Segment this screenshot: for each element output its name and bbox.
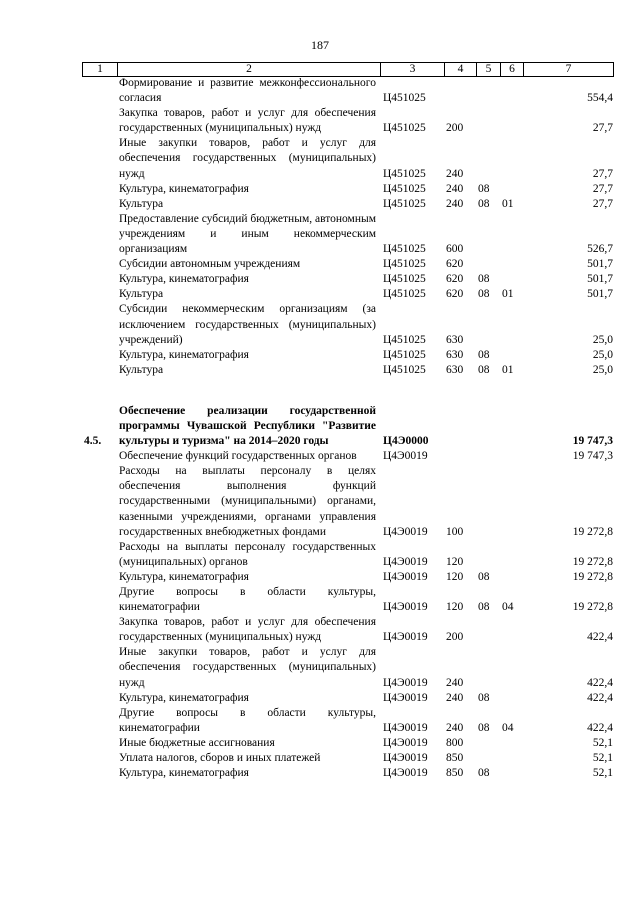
row-amount: 501,7 — [587, 288, 613, 301]
row-description: Другие вопросы в области культуры, кинематографии — [119, 586, 376, 614]
row-amount: 27,7 — [592, 122, 613, 135]
row-expense-type: 240 — [446, 691, 464, 704]
row-description: Обеспечение реализации государственной программы Чувашской Республики "Развитие культуры и туризма" на 2014–2020 годы — [119, 404, 376, 448]
row-target-code: Ц451025 — [383, 182, 426, 195]
row-target-code: Ц4Э0019 — [383, 767, 428, 780]
table-row — [82, 585, 613, 615]
page-number: 187 — [311, 38, 329, 52]
row-description: Культура, кинематография — [119, 691, 249, 704]
row-description: Культура, кинематография — [119, 570, 249, 583]
table-row — [82, 287, 613, 302]
row-subsection: 01 — [502, 363, 514, 376]
row-target-code: Ц451025 — [383, 348, 426, 361]
row-number: 4.5. — [84, 435, 102, 448]
row-section: 08 — [478, 601, 490, 614]
row-section: 08 — [478, 721, 490, 734]
table-row — [82, 766, 613, 781]
column-header-row — [82, 62, 614, 77]
row-description: Иные бюджетные ассигнования — [119, 736, 275, 749]
table-row — [82, 645, 613, 690]
row-section: 08 — [478, 348, 490, 361]
row-amount: 19 747,3 — [572, 450, 613, 463]
table-row — [82, 751, 613, 766]
row-subsection: 01 — [502, 197, 514, 210]
row-section: 08 — [478, 182, 490, 195]
column-header-number: 1 — [83, 63, 118, 77]
row-amount: 52,1 — [592, 752, 613, 765]
row-subsection: 04 — [502, 721, 514, 734]
row-description: Иные закупки товаров, работ и услуг для обеспечения государственных (муниципальных) нужд — [119, 646, 376, 689]
table-row — [82, 540, 613, 570]
row-expense-type: 850 — [446, 767, 464, 780]
row-expense-type: 240 — [446, 197, 464, 210]
row-description: Другие вопросы в области культуры, кинематографии — [119, 706, 376, 734]
row-expense-type: 240 — [446, 182, 464, 195]
table-row — [82, 706, 613, 736]
row-section: 08 — [478, 767, 490, 780]
row-description: Культура, кинематография — [119, 767, 249, 780]
row-description: Предоставление субсидий бюджетным, автономным учреждениям и иным некоммерческим организациям — [119, 212, 376, 256]
row-amount: 422,4 — [587, 631, 613, 644]
row-amount: 526,7 — [587, 243, 613, 256]
table-row — [82, 272, 613, 287]
row-section: 08 — [478, 570, 490, 583]
row-description: Закупка товаров, работ и услуг для обеспечения государственных (муниципальных) нужд — [119, 616, 376, 644]
table-row — [82, 257, 613, 272]
table-row — [82, 106, 613, 136]
table-row — [82, 182, 613, 197]
row-expense-type: 850 — [446, 752, 464, 765]
column-header-amount: 7 — [524, 63, 614, 77]
row-expense-type: 630 — [446, 333, 464, 346]
row-amount: 27,7 — [592, 197, 613, 210]
row-amount: 25,0 — [592, 348, 613, 361]
table-row — [82, 691, 613, 706]
table-row — [82, 212, 613, 257]
table-row — [82, 348, 613, 363]
column-header-expense-type: 4 — [445, 63, 477, 77]
row-target-code: Ц451025 — [383, 258, 426, 271]
row-description: Иные закупки товаров, работ и услуг для обеспечения государственных (муниципальных) нужд — [119, 137, 376, 180]
row-description: Расходы на выплаты персоналу в целях обеспечения выполнения функций государственными (муниципальными) органами, казенными учреждениями, органами управления государственных внебюджетных фондами — [119, 465, 376, 538]
row-amount: 19 272,8 — [572, 601, 613, 614]
row-target-code: Ц4Э0019 — [383, 601, 428, 614]
row-amount: 25,0 — [592, 363, 613, 376]
row-section: 08 — [478, 197, 490, 210]
row-subsection: 01 — [502, 288, 514, 301]
row-description: Культура, кинематография — [119, 348, 249, 361]
row-description: Культура — [119, 197, 164, 210]
row-expense-type: 240 — [446, 676, 464, 689]
row-expense-type: 620 — [446, 258, 464, 271]
row-amount: 422,4 — [587, 676, 613, 689]
column-header-target-code: 3 — [381, 63, 445, 77]
row-expense-type: 240 — [446, 167, 464, 180]
table-row — [82, 570, 613, 585]
row-description: Субсидии автономным учреждениям — [119, 258, 301, 271]
row-expense-type: 620 — [446, 273, 464, 286]
row-target-code: Ц451025 — [383, 333, 426, 346]
row-amount: 554,4 — [587, 92, 613, 105]
row-amount: 52,1 — [592, 767, 613, 780]
row-description: Уплата налогов, сборов и иных платежей — [119, 752, 321, 765]
row-target-code: Ц4Э0019 — [383, 752, 428, 765]
column-header-description: 2 — [118, 63, 381, 77]
row-section: 08 — [478, 691, 490, 704]
row-expense-type: 240 — [446, 721, 464, 734]
row-target-code: Ц4Э0019 — [383, 721, 428, 734]
row-expense-type: 120 — [446, 601, 464, 614]
row-target-code: Ц451025 — [383, 363, 426, 376]
row-description: Культура, кинематография — [119, 182, 249, 195]
row-section: 08 — [478, 288, 490, 301]
table-row — [82, 76, 613, 106]
row-expense-type: 120 — [446, 570, 464, 583]
section-spacer — [82, 378, 613, 404]
row-target-code: Ц451025 — [383, 197, 426, 210]
column-header-section: 5 — [477, 63, 501, 77]
row-description: Культура — [119, 363, 164, 376]
row-amount: 27,7 — [592, 167, 613, 180]
row-expense-type: 600 — [446, 243, 464, 256]
row-description: Культура — [119, 288, 164, 301]
row-amount: 422,4 — [587, 691, 613, 704]
row-expense-type: 630 — [446, 363, 464, 376]
row-amount: 19 272,8 — [572, 555, 613, 568]
row-description: Закупка товаров, работ и услуг для обеспечения государственных (муниципальных) нужд — [119, 107, 376, 135]
row-target-code: Ц4Э0019 — [383, 450, 428, 463]
budget-table-body — [82, 76, 613, 781]
row-expense-type: 100 — [446, 525, 464, 538]
row-section: 08 — [478, 273, 490, 286]
table-row — [82, 449, 613, 464]
row-amount: 52,1 — [592, 736, 613, 749]
row-amount: 19 272,8 — [572, 525, 613, 538]
row-expense-type: 200 — [446, 122, 464, 135]
row-target-code: Ц4Э0000 — [383, 435, 429, 448]
row-target-code: Ц4Э0019 — [383, 555, 428, 568]
row-amount: 422,4 — [587, 721, 613, 734]
row-target-code: Ц4Э0019 — [383, 691, 428, 704]
row-expense-type: 120 — [446, 555, 464, 568]
table-row — [82, 197, 613, 212]
row-amount: 25,0 — [592, 333, 613, 346]
row-target-code: Ц451025 — [383, 288, 426, 301]
row-section: 08 — [478, 363, 490, 376]
row-description: Обеспечение функций государственных органов — [119, 450, 357, 463]
row-subsection: 04 — [502, 601, 514, 614]
row-amount: 27,7 — [592, 182, 613, 195]
row-description: Расходы на выплаты персоналу государственных (муниципальных) органов — [119, 540, 376, 568]
row-expense-type: 630 — [446, 348, 464, 361]
row-description: Формирование и развитие межконфессионального согласия — [119, 77, 376, 105]
row-amount: 19 272,8 — [572, 570, 613, 583]
row-target-code: Ц451025 — [383, 273, 426, 286]
row-target-code: Ц4Э0019 — [383, 676, 428, 689]
row-amount: 19 747,3 — [572, 435, 613, 448]
row-expense-type: 200 — [446, 631, 464, 644]
row-expense-type: 620 — [446, 288, 464, 301]
row-target-code: Ц4Э0019 — [383, 525, 428, 538]
row-target-code: Ц4Э0019 — [383, 736, 428, 749]
row-target-code: Ц4Э0019 — [383, 631, 428, 644]
row-amount: 501,7 — [587, 258, 613, 271]
row-description: Культура, кинематография — [119, 273, 249, 286]
row-description: Субсидии некоммерческим организациям (за исключением государственных (муниципальных) учреждений) — [119, 303, 376, 346]
table-row — [82, 736, 613, 751]
table-row — [82, 136, 613, 181]
table-row — [82, 404, 613, 449]
row-target-code: Ц451025 — [383, 92, 426, 105]
table-row — [82, 302, 613, 347]
table-row — [82, 464, 613, 539]
table-row — [82, 615, 613, 645]
row-amount: 501,7 — [587, 273, 613, 286]
table-row — [82, 363, 613, 378]
row-target-code: Ц4Э0019 — [383, 570, 428, 583]
row-target-code: Ц451025 — [383, 122, 426, 135]
row-target-code: Ц451025 — [383, 243, 426, 256]
row-target-code: Ц451025 — [383, 167, 426, 180]
column-header-subsection: 6 — [501, 63, 524, 77]
row-expense-type: 800 — [446, 736, 464, 749]
